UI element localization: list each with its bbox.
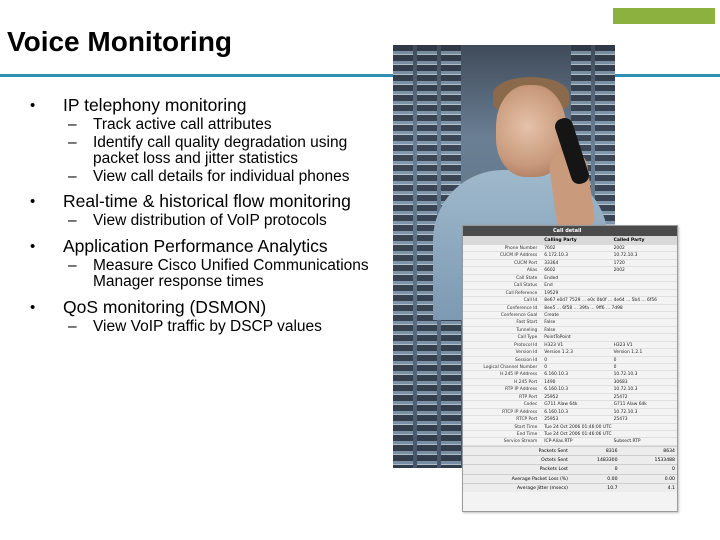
sub-bullet-text: Measure Cisco Unified Communications Manager response times bbox=[93, 256, 369, 290]
row-label: Conference Goal bbox=[500, 312, 538, 318]
calling-party-cell: 8e67 e0d7 7529 ... e0c 0b0f ... 4e64 ... 5b4 ... 6f56 bbox=[544, 298, 657, 304]
calling-party-cell: 6.172.10.3 bbox=[544, 253, 569, 259]
table-row bbox=[463, 401, 677, 408]
calling-party-cell: End bbox=[544, 283, 553, 289]
sub-bullet-item bbox=[30, 169, 380, 186]
table-row bbox=[463, 334, 677, 341]
called-party-cell: 30683 bbox=[613, 379, 628, 385]
summary-value: 1533488 bbox=[654, 458, 675, 464]
summary-row bbox=[463, 474, 677, 483]
calling-party-cell: H323 V1 bbox=[544, 342, 564, 348]
calling-party-cell: 0 bbox=[544, 357, 548, 363]
sub-bullet-item bbox=[30, 258, 380, 291]
calling-party-cell: 6602 bbox=[544, 268, 556, 274]
table-row bbox=[463, 371, 677, 378]
calling-party-cell: ICP-Alias.RTP bbox=[544, 439, 573, 445]
dash-icon: – bbox=[68, 256, 77, 274]
calling-party-cell: 0 bbox=[544, 365, 548, 370]
summary-value: 4.1 bbox=[667, 486, 675, 491]
summary-value: 0.00 bbox=[664, 476, 675, 482]
calling-party-cell: 8ee5 ... 6f58 ... 39fa ... 9ff6 ... 7d98 bbox=[544, 305, 623, 311]
sub-bullet-text: View VoIP traffic by DSCP values bbox=[93, 317, 322, 335]
row-label: Alias bbox=[526, 268, 538, 274]
called-party-cell: 25472 bbox=[613, 394, 628, 400]
table-row bbox=[463, 438, 677, 445]
summary-row bbox=[463, 464, 677, 473]
summary-label: Packets Lost bbox=[539, 467, 568, 473]
sub-bullet-text: Identify call quality degradation using packet loss and jitter statistics bbox=[93, 133, 348, 167]
summary-label: Octets Sent bbox=[541, 458, 568, 464]
panel-header-row bbox=[463, 236, 677, 245]
summary-value: 8634 bbox=[663, 448, 675, 454]
calling-party-cell: 6.160.10.3 bbox=[544, 372, 569, 378]
bullet-item: • IP telephony monitoring bbox=[30, 96, 380, 115]
called-party-cell: G711 Alaw 64k bbox=[613, 402, 647, 408]
table-row bbox=[463, 364, 677, 371]
row-label: RTP IP Address bbox=[504, 387, 538, 393]
called-party-cell: Subsect.RTP bbox=[613, 439, 641, 445]
table-row bbox=[463, 431, 677, 438]
summary-row bbox=[463, 455, 677, 464]
calling-party-cell: Tue 24 Oct 2006 01:46:00 UTC bbox=[544, 424, 612, 430]
call-detail-panel bbox=[462, 225, 678, 512]
row-label: Fast Start bbox=[516, 320, 538, 326]
calling-party-cell: PointToPoint bbox=[544, 335, 571, 341]
column-header-called: Called Party bbox=[613, 238, 645, 243]
row-label: Start Time bbox=[514, 424, 538, 430]
row-label: RTP Port bbox=[519, 394, 538, 400]
table-row bbox=[463, 305, 677, 312]
table-row bbox=[463, 245, 677, 252]
bullet-item: • QoS monitoring (DSMON) bbox=[30, 298, 380, 317]
summary-rows bbox=[463, 446, 677, 492]
table-row bbox=[463, 290, 677, 297]
called-party-cell: H323 V1 bbox=[613, 342, 633, 348]
bullet-item: • Real-time & historical flow monitoring bbox=[30, 192, 380, 211]
server-rack bbox=[393, 45, 413, 468]
called-party-cell: 25473 bbox=[613, 417, 628, 423]
calling-party-cell: 25953 bbox=[544, 417, 559, 423]
row-label: Version Id bbox=[515, 350, 538, 356]
called-party-cell: 0 bbox=[613, 357, 617, 363]
sub-bullet-text: Track active call attributes bbox=[93, 116, 272, 133]
calling-party-cell: Ended bbox=[544, 275, 559, 281]
calling-party-cell: G711 Alaw 64k bbox=[544, 402, 578, 408]
calling-party-cell: 1490 bbox=[544, 379, 556, 385]
calling-party-cell: 6.160.10.3 bbox=[544, 387, 569, 393]
calling-party-cell: 19529 bbox=[544, 290, 559, 296]
called-party-cell: 2002 bbox=[613, 268, 625, 274]
table-row bbox=[463, 312, 677, 319]
table-row bbox=[463, 252, 677, 259]
table-row bbox=[463, 349, 677, 356]
row-label: RTCP IP Address bbox=[502, 409, 538, 415]
summary-value: 0 bbox=[672, 467, 675, 473]
dash-icon: – bbox=[68, 317, 77, 335]
summary-value: 0 bbox=[614, 467, 618, 473]
table-row bbox=[463, 379, 677, 386]
called-party-cell: 0 bbox=[613, 365, 617, 370]
table-row bbox=[463, 275, 677, 282]
calling-party-cell: 33364 bbox=[544, 260, 559, 266]
sub-bullet-text: View distribution of VoIP protocols bbox=[93, 212, 327, 229]
calling-party-cell: 25952 bbox=[544, 394, 559, 400]
table-row bbox=[463, 297, 677, 304]
table-row bbox=[463, 342, 677, 349]
table-row bbox=[463, 394, 677, 401]
called-party-cell: 1720 bbox=[613, 260, 625, 266]
calling-party-cell: False bbox=[544, 327, 556, 333]
row-label: Session Id bbox=[515, 357, 538, 363]
sub-bullet-item bbox=[30, 213, 380, 230]
dash-icon: – bbox=[68, 167, 77, 185]
summary-label: Average Packet Loss (%) bbox=[511, 476, 568, 482]
row-label: Logical Channel Number bbox=[483, 365, 538, 370]
sub-bullet-text: View call details for individual phones bbox=[93, 167, 350, 185]
summary-value: 10.7 bbox=[607, 486, 618, 491]
row-label: CUCM IP Address bbox=[499, 253, 538, 259]
calling-party-cell: Create bbox=[544, 312, 559, 318]
panel-title: Call detail bbox=[463, 226, 677, 236]
summary-value: 0.00 bbox=[607, 476, 618, 482]
dash-icon: – bbox=[68, 212, 77, 229]
calling-party-cell: 6.160.10.3 bbox=[544, 409, 569, 415]
row-label: Phone Number bbox=[504, 246, 538, 251]
calling-party-cell: False bbox=[544, 320, 556, 326]
table-row bbox=[463, 424, 677, 431]
accent-block bbox=[613, 8, 715, 24]
calling-party-cell: Tue 24 Oct 2006 01:46:06 UTC bbox=[544, 431, 612, 437]
table-row bbox=[463, 327, 677, 334]
sub-bullet-item bbox=[30, 319, 380, 336]
sub-bullet-item bbox=[30, 135, 380, 168]
table-row bbox=[463, 319, 677, 326]
summary-row bbox=[463, 446, 677, 455]
row-label: Tunneling bbox=[516, 327, 538, 333]
detail-rows bbox=[463, 245, 677, 446]
table-row bbox=[463, 260, 677, 267]
row-label: Protocol Id bbox=[514, 342, 538, 348]
row-label: Codec bbox=[523, 402, 538, 408]
called-party-cell: Version 1.2.1 bbox=[613, 350, 643, 356]
row-label: Call State bbox=[516, 275, 538, 281]
slide-title: Voice Monitoring bbox=[7, 26, 233, 57]
table-row bbox=[463, 357, 677, 364]
summary-label: Packets Sent bbox=[538, 448, 568, 454]
calling-party-cell: Version 1.2.3 bbox=[544, 350, 573, 356]
dash-icon: – bbox=[68, 116, 77, 133]
summary-label: Average Jitter (msecs) bbox=[517, 486, 568, 491]
called-party-cell: 10.72.10.3 bbox=[613, 253, 638, 259]
row-label: End Time bbox=[516, 431, 538, 437]
row-label: Call Status bbox=[513, 283, 538, 289]
called-party-cell: 10.72.10.3 bbox=[613, 372, 638, 378]
row-label: H.245 Port bbox=[514, 379, 538, 385]
row-label: Call Reference bbox=[505, 290, 538, 296]
table-row bbox=[463, 282, 677, 289]
bullet-item: • Application Performance Analytics bbox=[30, 237, 380, 256]
called-party-cell: 10.72.10.3 bbox=[613, 387, 638, 393]
bullet-list bbox=[30, 96, 380, 336]
row-label: CUCM Port bbox=[514, 260, 538, 266]
summary-value: 8316 bbox=[605, 448, 618, 454]
sub-bullet-item bbox=[30, 117, 380, 134]
row-label: Conference Id bbox=[506, 305, 538, 311]
row-label: Service Stream bbox=[503, 439, 538, 445]
calling-party-cell: 7602 bbox=[544, 246, 556, 251]
row-label: Call Type bbox=[517, 335, 538, 341]
summary-row bbox=[463, 483, 677, 492]
row-label: H.245 IP Address bbox=[500, 372, 538, 378]
summary-value: 1483300 bbox=[597, 458, 618, 464]
called-party-cell: 10.72.10.3 bbox=[613, 409, 638, 415]
table-row bbox=[463, 416, 677, 423]
called-party-cell: 2002 bbox=[613, 246, 625, 251]
table-row bbox=[463, 267, 677, 274]
table-row bbox=[463, 386, 677, 393]
table-row bbox=[463, 409, 677, 416]
column-header-calling: Calling Party bbox=[544, 238, 577, 243]
row-label: RTCP Port bbox=[516, 417, 538, 423]
dash-icon: – bbox=[68, 133, 77, 151]
row-label: Call Id bbox=[523, 298, 538, 304]
